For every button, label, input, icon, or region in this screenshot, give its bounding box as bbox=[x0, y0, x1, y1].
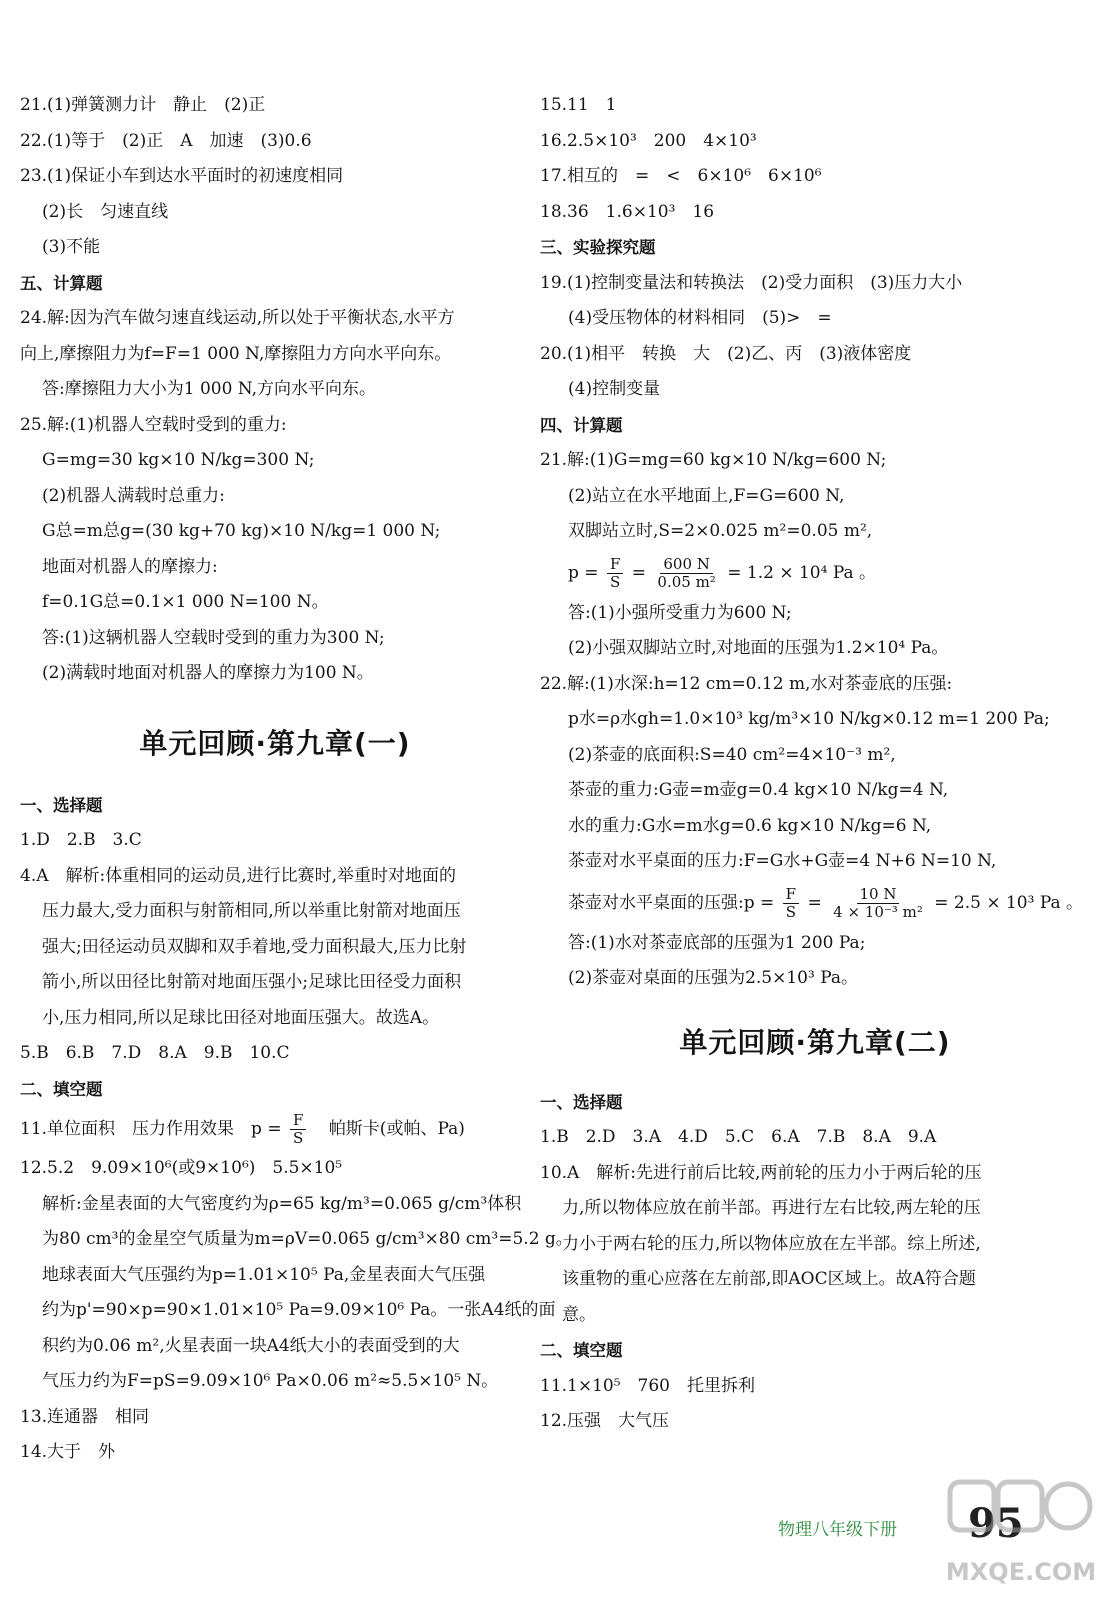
answer-line: 1.D 2.B 3.C bbox=[20, 830, 142, 850]
answer-line: 23.(1)保证小车到达水平面时的初速度相同 bbox=[20, 166, 344, 186]
formula-prefix: p = bbox=[568, 562, 599, 583]
fraction-denominator: S bbox=[610, 572, 621, 591]
fraction-denominator: 0.05 m² bbox=[657, 572, 716, 591]
answer-line: 13.连通器 相同 bbox=[20, 1406, 150, 1427]
analysis-line: 压力最大,受力面积与射箭相同,所以举重比射箭对地面压 bbox=[42, 901, 461, 921]
answer-line: 5.B 6.B 7.D 8.A 9.B 10.C bbox=[20, 1043, 290, 1063]
analysis-line: 力,所以物体应放在前半部。再进行左右比较,两左轮的压 bbox=[562, 1198, 981, 1218]
analysis-line: 强大;田径运动员双脚和双手着地,受力面积最大,压力比射 bbox=[42, 936, 467, 957]
value-fraction bbox=[830, 886, 926, 921]
formula-result: = 2.5 × 10³ Pa 。 bbox=[934, 892, 1084, 913]
analysis-line: 解析:金星表面的大气密度约为ρ=65 kg/m³=0.065 g/cm³体积 bbox=[42, 1193, 522, 1214]
page-number: 95 bbox=[968, 1500, 1024, 1547]
analysis-line: 10.A 解析:先进行前后比较,两前轮的压力小于两后轮的压 bbox=[540, 1162, 982, 1183]
section-heading: 一、选择题 bbox=[20, 795, 103, 815]
section-heading: 四、计算题 bbox=[540, 415, 623, 435]
watermark-url: MXQE.COM bbox=[946, 1558, 1096, 1586]
answer-line: 12.压强 大气压 bbox=[540, 1411, 670, 1431]
equals-sign: = bbox=[807, 892, 822, 913]
answer-line: (4)控制变量 bbox=[568, 379, 661, 399]
section-heading: 三、实验探究题 bbox=[540, 238, 656, 257]
answer-line: 水的重力:G水=m水g=0.6 kg×10 N/kg=6 N, bbox=[568, 815, 932, 836]
answer-line: 双脚站立时,S=2×0.025 m²=0.05 m², bbox=[568, 521, 873, 541]
analysis-line: 4.A 解析:体重相同的运动员,进行比赛时,举重时对地面的 bbox=[20, 865, 457, 886]
answer-line: 14.大于 外 bbox=[20, 1442, 116, 1462]
answer-line: 答:(1)这辆机器人空载时受到的重力为300 N; bbox=[42, 627, 385, 648]
answer-line: 茶壶的重力:G壶=m壶g=0.4 kg×10 N/kg=4 N, bbox=[568, 780, 949, 800]
answer-line: 22.解:(1)水深:h=12 cm=0.12 m,水对茶壶底的压强: bbox=[540, 673, 953, 694]
fraction-denominator: S bbox=[785, 902, 797, 921]
analysis-line: 约为p'=90×p=90×1.01×10⁵ Pa=9.09×10⁶ Pa。一张A4纸的面 bbox=[42, 1300, 556, 1320]
right-column bbox=[540, 88, 1090, 1440]
pressure-fraction bbox=[290, 1112, 306, 1147]
chapter-title: 单元回顾·第九章(一) bbox=[139, 726, 411, 760]
answer-line: f=0.1G总=0.1×1 000 N=100 N。 bbox=[42, 592, 329, 612]
equals-sign: = bbox=[631, 562, 647, 583]
answer-line: 12.5.2 9.09×10⁶(或9×10⁶) 5.5×10⁵ bbox=[20, 1158, 343, 1178]
answer-line: 茶壶对水平桌面的压力:F=G水+G壶=4 N+6 N=10 N, bbox=[568, 851, 997, 871]
answer-line: 16.2.5×10³ 200 4×10³ bbox=[540, 130, 757, 151]
formula-prefix: 11.单位面积 压力作用效果 p = bbox=[20, 1119, 282, 1139]
analysis-line: 意。 bbox=[562, 1304, 596, 1325]
answer-line: p水=ρ水gh=1.0×10³ kg/m³×10 N/kg×0.12 m=1 200 Pa; bbox=[568, 709, 1050, 729]
analysis-line: 气压力约为F=pS=9.09×10⁶ Pa×0.06 m²≈5.5×10⁵ N。 bbox=[42, 1371, 499, 1391]
answer-line: (2)小强双脚站立时,对地面的压强为1.2×10⁴ Pa。 bbox=[568, 638, 949, 658]
answer-line: 地面对机器人的摩擦力: bbox=[42, 556, 218, 577]
answer-line: (2)站立在水平地面上,F=G=600 N, bbox=[568, 485, 845, 506]
fraction-numerator: F bbox=[290, 1112, 306, 1130]
chapter-title: 单元回顾·第九章(二) bbox=[679, 1025, 951, 1059]
formula-suffix: 帕斯卡(或帕、Pa) bbox=[328, 1119, 465, 1139]
answer-line: (2)茶壶对桌面的压强为2.5×10³ Pa。 bbox=[568, 968, 859, 988]
fraction-denominator: S bbox=[293, 1129, 304, 1147]
answer-line: 20.(1)相平 转换 大 (2)乙、丙 (3)液体密度 bbox=[540, 343, 912, 364]
answer-line: 答:(1)小强所受重力为600 N; bbox=[568, 602, 792, 623]
footer-book-label: 物理八年级下册 bbox=[778, 1520, 897, 1540]
answer-line: 21.解:(1)G=mg=60 kg×10 N/kg=600 N; bbox=[540, 450, 887, 470]
answer-line: 15.11 1 bbox=[540, 95, 617, 115]
answer-line: 25.解:(1)机器人空载时受到的重力: bbox=[20, 414, 287, 435]
answer-line: 18.36 1.6×10³ 16 bbox=[540, 201, 715, 222]
pressure-fraction bbox=[607, 556, 623, 591]
answer-line: 24.解:因为汽车做匀速直线运动,所以处于平衡状态,水平方 bbox=[20, 308, 455, 328]
pressure-formula-line bbox=[540, 550, 1090, 596]
answer-line: (2)机器人满载时总重力: bbox=[42, 485, 225, 506]
section-heading: 二、填空题 bbox=[20, 1079, 103, 1099]
pressure-fraction bbox=[783, 886, 799, 921]
analysis-line: 积约为0.06 m²,火星表面一块A4纸大小的表面受到的大 bbox=[42, 1335, 460, 1356]
fraction-numerator: 600 N bbox=[660, 556, 713, 574]
answer-line: 21.(1)弹簧测力计 静止 (2)正 bbox=[20, 95, 266, 115]
answer-line: (2)满载时地面对机器人的摩擦力为100 N。 bbox=[42, 663, 374, 683]
formula-prefix: 茶壶对水平桌面的压强:p = bbox=[568, 892, 775, 913]
analysis-line: 地球表面大气压强约为p=1.01×10⁵ Pa,金星表面大气压强 bbox=[42, 1264, 486, 1285]
answer-line: (2)茶壶的底面积:S=40 cm²=4×10⁻³ m², bbox=[568, 744, 896, 765]
answer-line: 17.相互的 = < 6×10⁶ 6×10⁶ bbox=[540, 166, 822, 186]
answer-line: 22.(1)等于 (2)正 A 加速 (3)0.6 bbox=[20, 130, 312, 151]
fraction-denominator: 4 × 10⁻³ m² bbox=[833, 902, 923, 921]
answer-line: (2)长 匀速直线 bbox=[42, 201, 169, 222]
section-heading: 五、计算题 bbox=[20, 273, 103, 293]
analysis-line: 为80 cm³的金星空气质量为m=ρV=0.065 g/cm³×80 cm³=5.2 g。 bbox=[42, 1229, 573, 1249]
answer-line: 向上,摩擦阻力为f=F=1 000 N,摩擦阻力方向水平向东。 bbox=[20, 343, 452, 364]
analysis-line: 小,压力相同,所以足球比田径对地面压强大。故选A。 bbox=[42, 1007, 440, 1028]
watermark-logo bbox=[946, 1476, 1096, 1592]
section-heading: 二、填空题 bbox=[540, 1341, 623, 1360]
answer-line: (3)不能 bbox=[42, 237, 101, 257]
fraction-numerator: 10 N bbox=[857, 886, 900, 904]
answer-line: 19.(1)控制变量法和转换法 (2)受力面积 (3)压力大小 bbox=[540, 272, 963, 293]
answer-line: G=mg=30 kg×10 N/kg=300 N; bbox=[42, 450, 315, 470]
answer-line: 11.1×10⁵ 760 托里拆利 bbox=[540, 1375, 755, 1396]
analysis-line: 该重物的重心应落在左前部,即AOC区域上。故A符合题 bbox=[562, 1269, 976, 1289]
answer-line-formula bbox=[20, 1107, 530, 1151]
fraction-numerator: F bbox=[607, 556, 623, 574]
value-fraction bbox=[654, 556, 718, 591]
answer-line: 答:摩擦阻力大小为1 000 N,方向水平向东。 bbox=[42, 379, 376, 399]
answer-line: (4)受压物体的材料相同 (5)> = bbox=[568, 308, 832, 328]
left-column bbox=[20, 88, 573, 1471]
analysis-line: 箭小,所以田径比射箭对地面压强小;足球比田径受力面积 bbox=[42, 972, 462, 992]
section-heading: 一、选择题 bbox=[540, 1092, 623, 1112]
analysis-line: 力小于两右轮的压力,所以物体应放在左半部。综上所述, bbox=[562, 1233, 981, 1254]
fraction-numerator: F bbox=[783, 886, 799, 904]
answer-line: 答:(1)水对茶壶底部的压强为1 200 Pa; bbox=[568, 932, 866, 953]
answer-line: 1.B 2.D 3.A 4.D 5.C 6.A 7.B 8.A 9.A bbox=[540, 1127, 937, 1147]
pressure-formula-line bbox=[540, 880, 1090, 926]
answer-line: G总=m总g=(30 kg+70 kg)×10 N/kg=1 000 N; bbox=[42, 521, 441, 541]
formula-result: = 1.2 × 10⁴ Pa 。 bbox=[727, 562, 877, 583]
